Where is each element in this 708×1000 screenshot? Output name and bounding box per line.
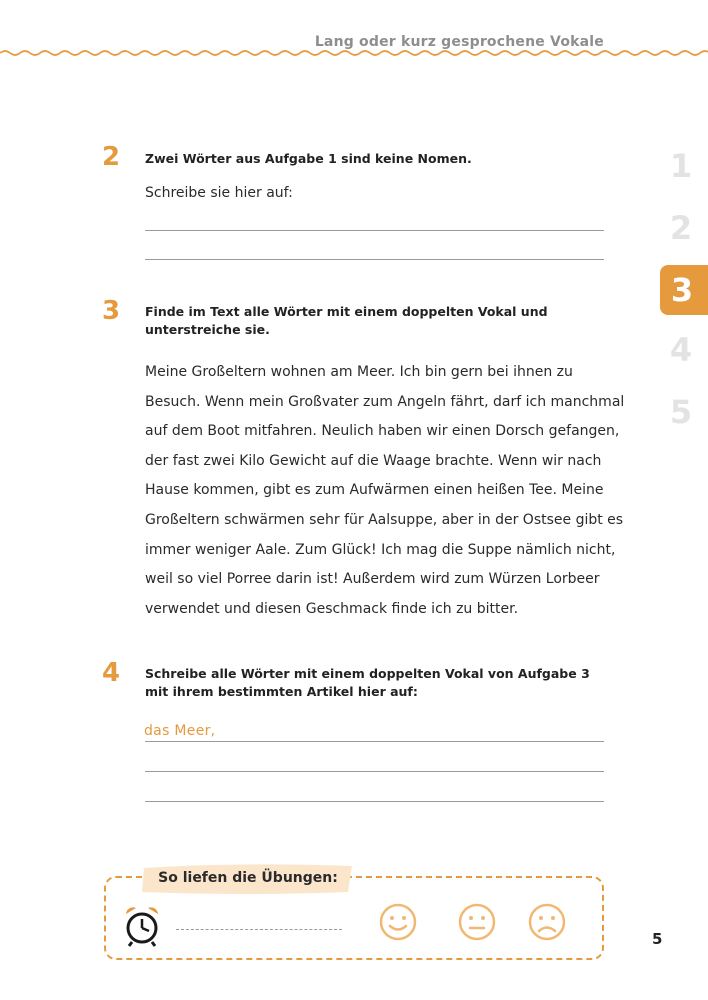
task-2-answer-line[interactable] — [145, 259, 604, 260]
reading-line: weil so viel Porree darin ist! Außerdem wird zum Würzen Lorbeer — [145, 571, 600, 588]
task-4-answer-line[interactable] — [145, 771, 604, 772]
page-number: 5 — [652, 930, 663, 948]
smiley-happy-icon[interactable] — [378, 902, 418, 942]
example-answer: das Meer, — [144, 723, 216, 739]
reading-line: verwendet und diesen Geschmack finde ich zu bitter. — [145, 600, 519, 617]
side-nav-item-3-active[interactable] — [660, 265, 708, 315]
task-4-number: 4 — [102, 658, 121, 688]
smiley-neutral-icon[interactable] — [457, 902, 497, 942]
reading-line: der fast zwei Kilo Gewicht auf die Waage brachte. Wenn wir nach — [145, 452, 602, 469]
alarm-clock-icon — [120, 904, 164, 948]
smiley-sad-icon[interactable] — [527, 902, 567, 942]
side-nav-item-2[interactable]: 2 — [669, 209, 693, 247]
task-3-number: 3 — [102, 296, 121, 326]
task-4-answer-line[interactable] — [145, 741, 604, 742]
task-2-prompt: Schreibe sie hier auf: — [145, 185, 293, 201]
side-nav-active-label: 3 — [670, 271, 694, 309]
task-2-instruction: Zwei Wörter aus Aufgabe 1 sind keine Nomen. — [145, 151, 472, 166]
reading-line: Hause kommen, gibt es zum Aufwärmen einen heißen Tee. Meine — [145, 482, 604, 499]
side-nav-item-5[interactable]: 5 — [669, 393, 693, 431]
chapter-title: Lang oder kurz gesprochene Vokale — [314, 34, 604, 50]
reading-text — [145, 358, 625, 624]
time-entry-line[interactable] — [176, 929, 342, 930]
side-nav-item-4[interactable]: 4 — [669, 331, 693, 369]
reading-line: auf dem Boot mitfahren. Neulich haben wir einen Dorsch gefangen, — [145, 423, 620, 440]
feedback-label: So liefen die Übungen: — [158, 870, 338, 886]
header-wave-line — [0, 48, 708, 58]
task-4-answer-line[interactable] — [145, 801, 604, 802]
reading-line: Großeltern schwärmen sehr für Aalsuppe, aber in der Ostsee gibt es — [145, 511, 624, 528]
task-4-instruction: Schreibe alle Wörter mit einem doppelten Vokal von Aufgabe 3 mit ihrem bestimmten Artikel hier auf: — [145, 666, 590, 699]
reading-line: immer weniger Aale. Zum Glück! Ich mag die Suppe nämlich nicht, — [145, 541, 616, 558]
reading-line: Meine Großeltern wohnen am Meer. Ich bin gern bei ihnen zu — [145, 364, 573, 380]
side-nav-item-1[interactable]: 1 — [669, 147, 693, 185]
reading-line: Besuch. Wenn mein Großvater zum Angeln fährt, darf ich manchmal — [145, 393, 625, 410]
task-2-answer-line[interactable] — [145, 230, 604, 231]
task-3-instruction: Finde im Text alle Wörter mit einem doppelten Vokal und unterstreiche sie. — [145, 304, 548, 337]
task-2-number: 2 — [102, 142, 121, 172]
